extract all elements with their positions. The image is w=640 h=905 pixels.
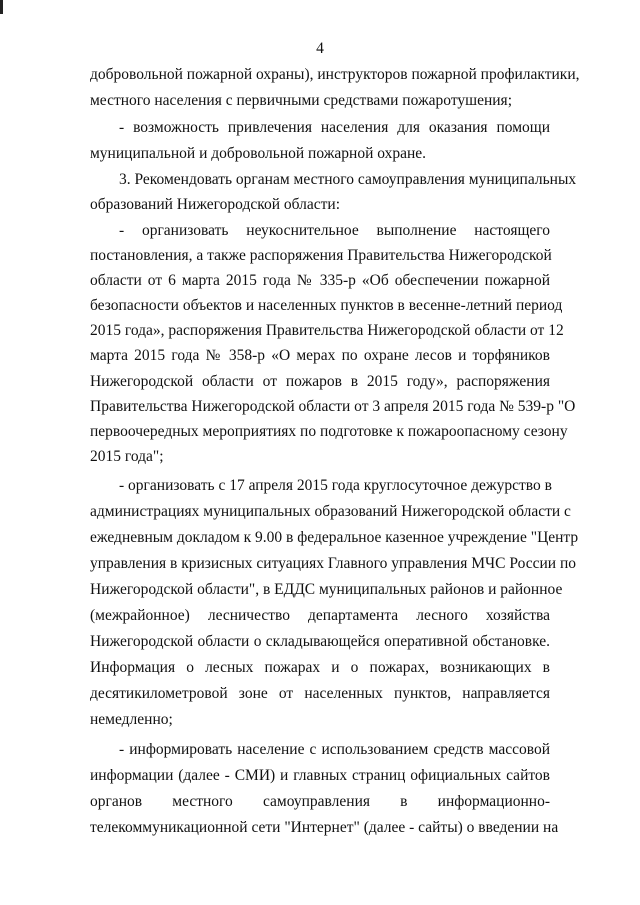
text-line: местного населения с первичными средствами пожаротушения;: [90, 92, 512, 109]
text-line: информации (далее - СМИ) и главных страниц официальных сайтов: [90, 767, 550, 784]
text-line: Правительства Нижегородской области от 3 апреля 2015 года № 539-р "О: [90, 398, 576, 415]
text-line: десятикилометровой зоне от населенных пунктов, направляется: [90, 685, 550, 702]
text-line: немедленно;: [90, 711, 173, 728]
text-line: добровольной пожарной охраны), инструкторов пожарной профилактики,: [90, 66, 580, 83]
text-line: - организовать неукоснительное выполнение настоящего: [119, 222, 550, 239]
text-line: безопасности объектов и населенных пунктов в весенне-летний период: [90, 297, 563, 314]
text-line: муниципальной и добровольной пожарной охране.: [90, 145, 427, 162]
text-line: управления в кризисных ситуациях Главного управления МЧС России по: [90, 555, 576, 572]
text-line: Нижегородской области о складывающейся оперативной обстановке.: [90, 633, 550, 650]
text-line: (межрайонное) лесничество департамента лесного хозяйства: [90, 607, 550, 624]
text-line: марта 2015 года № 358-р «О мерах по охране лесов и торфяников: [90, 347, 550, 364]
text-line: Нижегородской области от пожаров в 2015 году», распоряжения: [90, 373, 550, 390]
text-line: области от 6 марта 2015 года № 335-р «Об обеспечении пожарной: [90, 272, 550, 289]
text-line: Информация о лесных пожарах и о пожарах, возникающих в: [90, 659, 550, 676]
text-line: Нижегородской области", в ЕДДС муниципальных районов и районное: [90, 581, 563, 598]
text-line: - организовать с 17 апреля 2015 года круглосуточное дежурство в: [119, 477, 552, 494]
text-line: - возможность привлечения населения для оказания помощи: [119, 119, 550, 136]
page-number: 4: [316, 40, 324, 57]
text-line: ежедневным докладом к 9.00 в федеральное казенное учреждение "Центр: [90, 529, 579, 546]
text-line: первоочередных мероприятиях по подготовке к пожароопасному сезону: [90, 423, 568, 440]
text-line: 2015 года», распоряжения Правительства Нижегородской области от 12: [90, 322, 564, 339]
text-line: органов местного самоуправления в информационно-: [90, 793, 550, 810]
text-line: телекоммуникационной сети "Интернет" (далее - сайты) о введении на: [90, 819, 559, 836]
text-line: постановления, а также распоряжения Правительства Нижегородской: [90, 247, 552, 264]
text-line: образований Нижегородской области:: [90, 196, 340, 213]
text-line: - информировать население с использованием средств массовой: [119, 741, 550, 758]
text-line: администрациях муниципальных образований Нижегородской области с: [90, 503, 571, 520]
text-line: 3. Рекомендовать органам местного самоуправления муниципальных: [119, 171, 577, 188]
text-line: 2015 года";: [90, 448, 164, 465]
scan-edge-mark: [0, 0, 3, 14]
